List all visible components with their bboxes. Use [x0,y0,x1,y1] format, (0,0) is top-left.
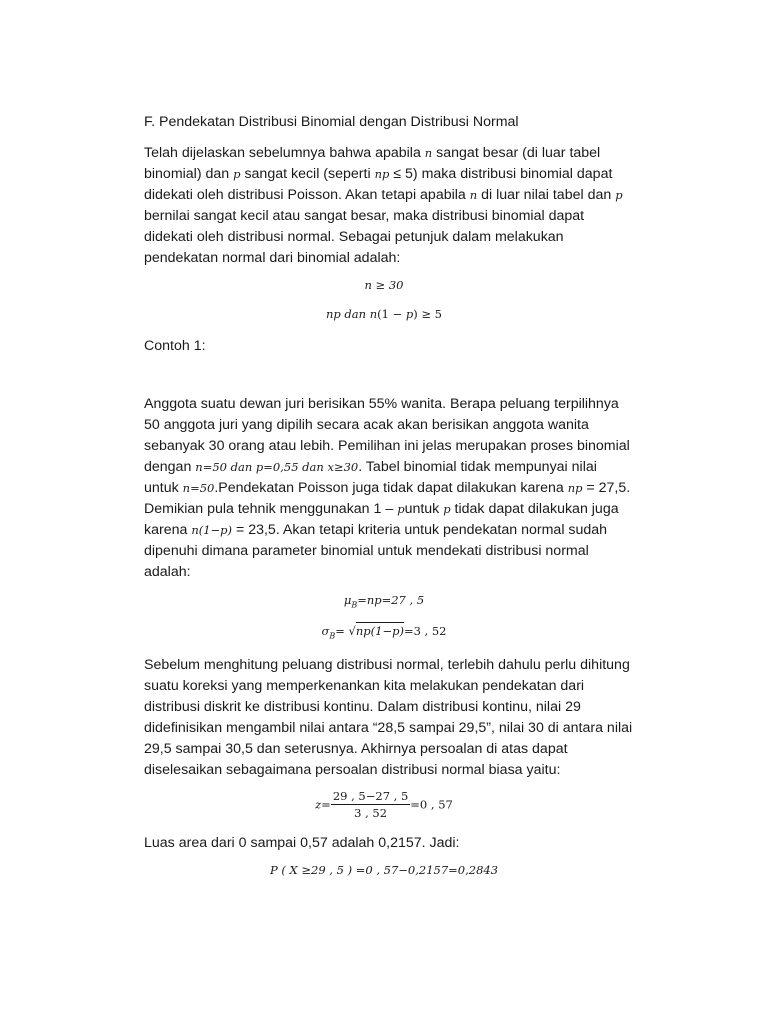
intro-line-2: binomial) dan p sangat kecil (seperti np ≤ 5) maka distribusi binomial dapat [144,166,613,182]
example-line-4: dengan n=50 dan p=0,55 dan x≥30. Tabel binomial tidak mempunyai nilai [144,459,597,475]
final-formula: P ( X ≥29 , 5 ) =0 , 57−0,2157=0,2843 [269,863,499,877]
section-title: F. Pendekatan Distribusi Binomial dengan Distribusi Normal [144,114,519,130]
intro-line-3: didekati oleh distribusi Poisson. Akan tetapi apabila n di luar nilai tabel dan p [144,187,623,203]
intro-line-6: pendekatan normal dari binomial adalah: [144,250,401,266]
correction-line-5: 29,5 sampai 30,5 dan seterusnya. Akhirnya persoalan di atas dapat [144,741,568,757]
criteria-formula-1: n ≥ 30 [364,278,404,292]
example-line-3: sebanyak 30 orang atau lebih. Pemilihan ini jelas merupakan proses binomial [144,438,630,454]
example-heading: Contoh 1: [144,338,206,354]
intro-line-4: bernilai sangat kecil atau sangat besar, maka distribusi binomial dapat [144,208,585,224]
criteria-formula-2: np dan n(1 − p) ≥ 5 [326,307,442,321]
sigma-formula: $\sigma_B= √np(1-p)=3$ , 52 [321,624,447,641]
example-line-6: Demikian pula tehnik menggunakan 1 – puntuk p tidak dapat dilakukan juga [144,501,619,517]
correction-line-6: diselesaikan sebagaimana persoalan distribusi normal biasa yaitu: [144,762,561,778]
correction-line-1: Sebelum menghitung peluang distribusi normal, terlebih dahulu perlu dihitung [144,657,630,673]
intro-line-5: didekati oleh distribusi normal. Sebagai petunjuk dalam melakukan [144,229,564,245]
correction-line-2: suatu koreksi yang memperkenankan kita melakukan pendekatan dari [144,678,585,694]
example-line-1: Anggota suatu dewan juri berisikan 55% wanita. Berapa peluang terpilihnya [144,396,619,412]
mu-formula: $\mu_B=np=27$ , 5 [343,593,425,610]
example-line-8: dipenuhi dimana parameter binomial untuk mendekati distribusi normal [144,543,589,559]
area-text: Luas area dari 0 sampai 0,57 adalah 0,2157. Jadi: [144,835,460,851]
intro-line-1: Telah dijelaskan sebelumnya bahwa apabila n sangat besar (di luar tabel [144,145,601,161]
example-line-7: karena n(1−p) = 23,5. Akan tetapi kriteria untuk pendekatan normal sudah [144,522,608,538]
z-formula: z= $\frac{29 , 5-27 , 5}{3 , 52}$ =0 , 57 [315,789,453,820]
correction-line-3: distribusi diskrit ke distribusi kontinu. Dalam distribusi kontinu, nilai 29 [144,699,581,715]
correction-line-4: didefinisikan mengambil nilai antara “28,5 sampai 29,5”, nilai 30 di antara nilai [144,720,633,736]
example-line-9: adalah: [144,564,191,580]
example-line-2: 50 anggota juri yang dipilih secara acak akan berisikan anggota wanita [144,417,589,433]
example-line-5: untuk n=50.Pendekatan Poisson juga tidak dapat dilakukan karena np = 27,5. [144,480,631,496]
